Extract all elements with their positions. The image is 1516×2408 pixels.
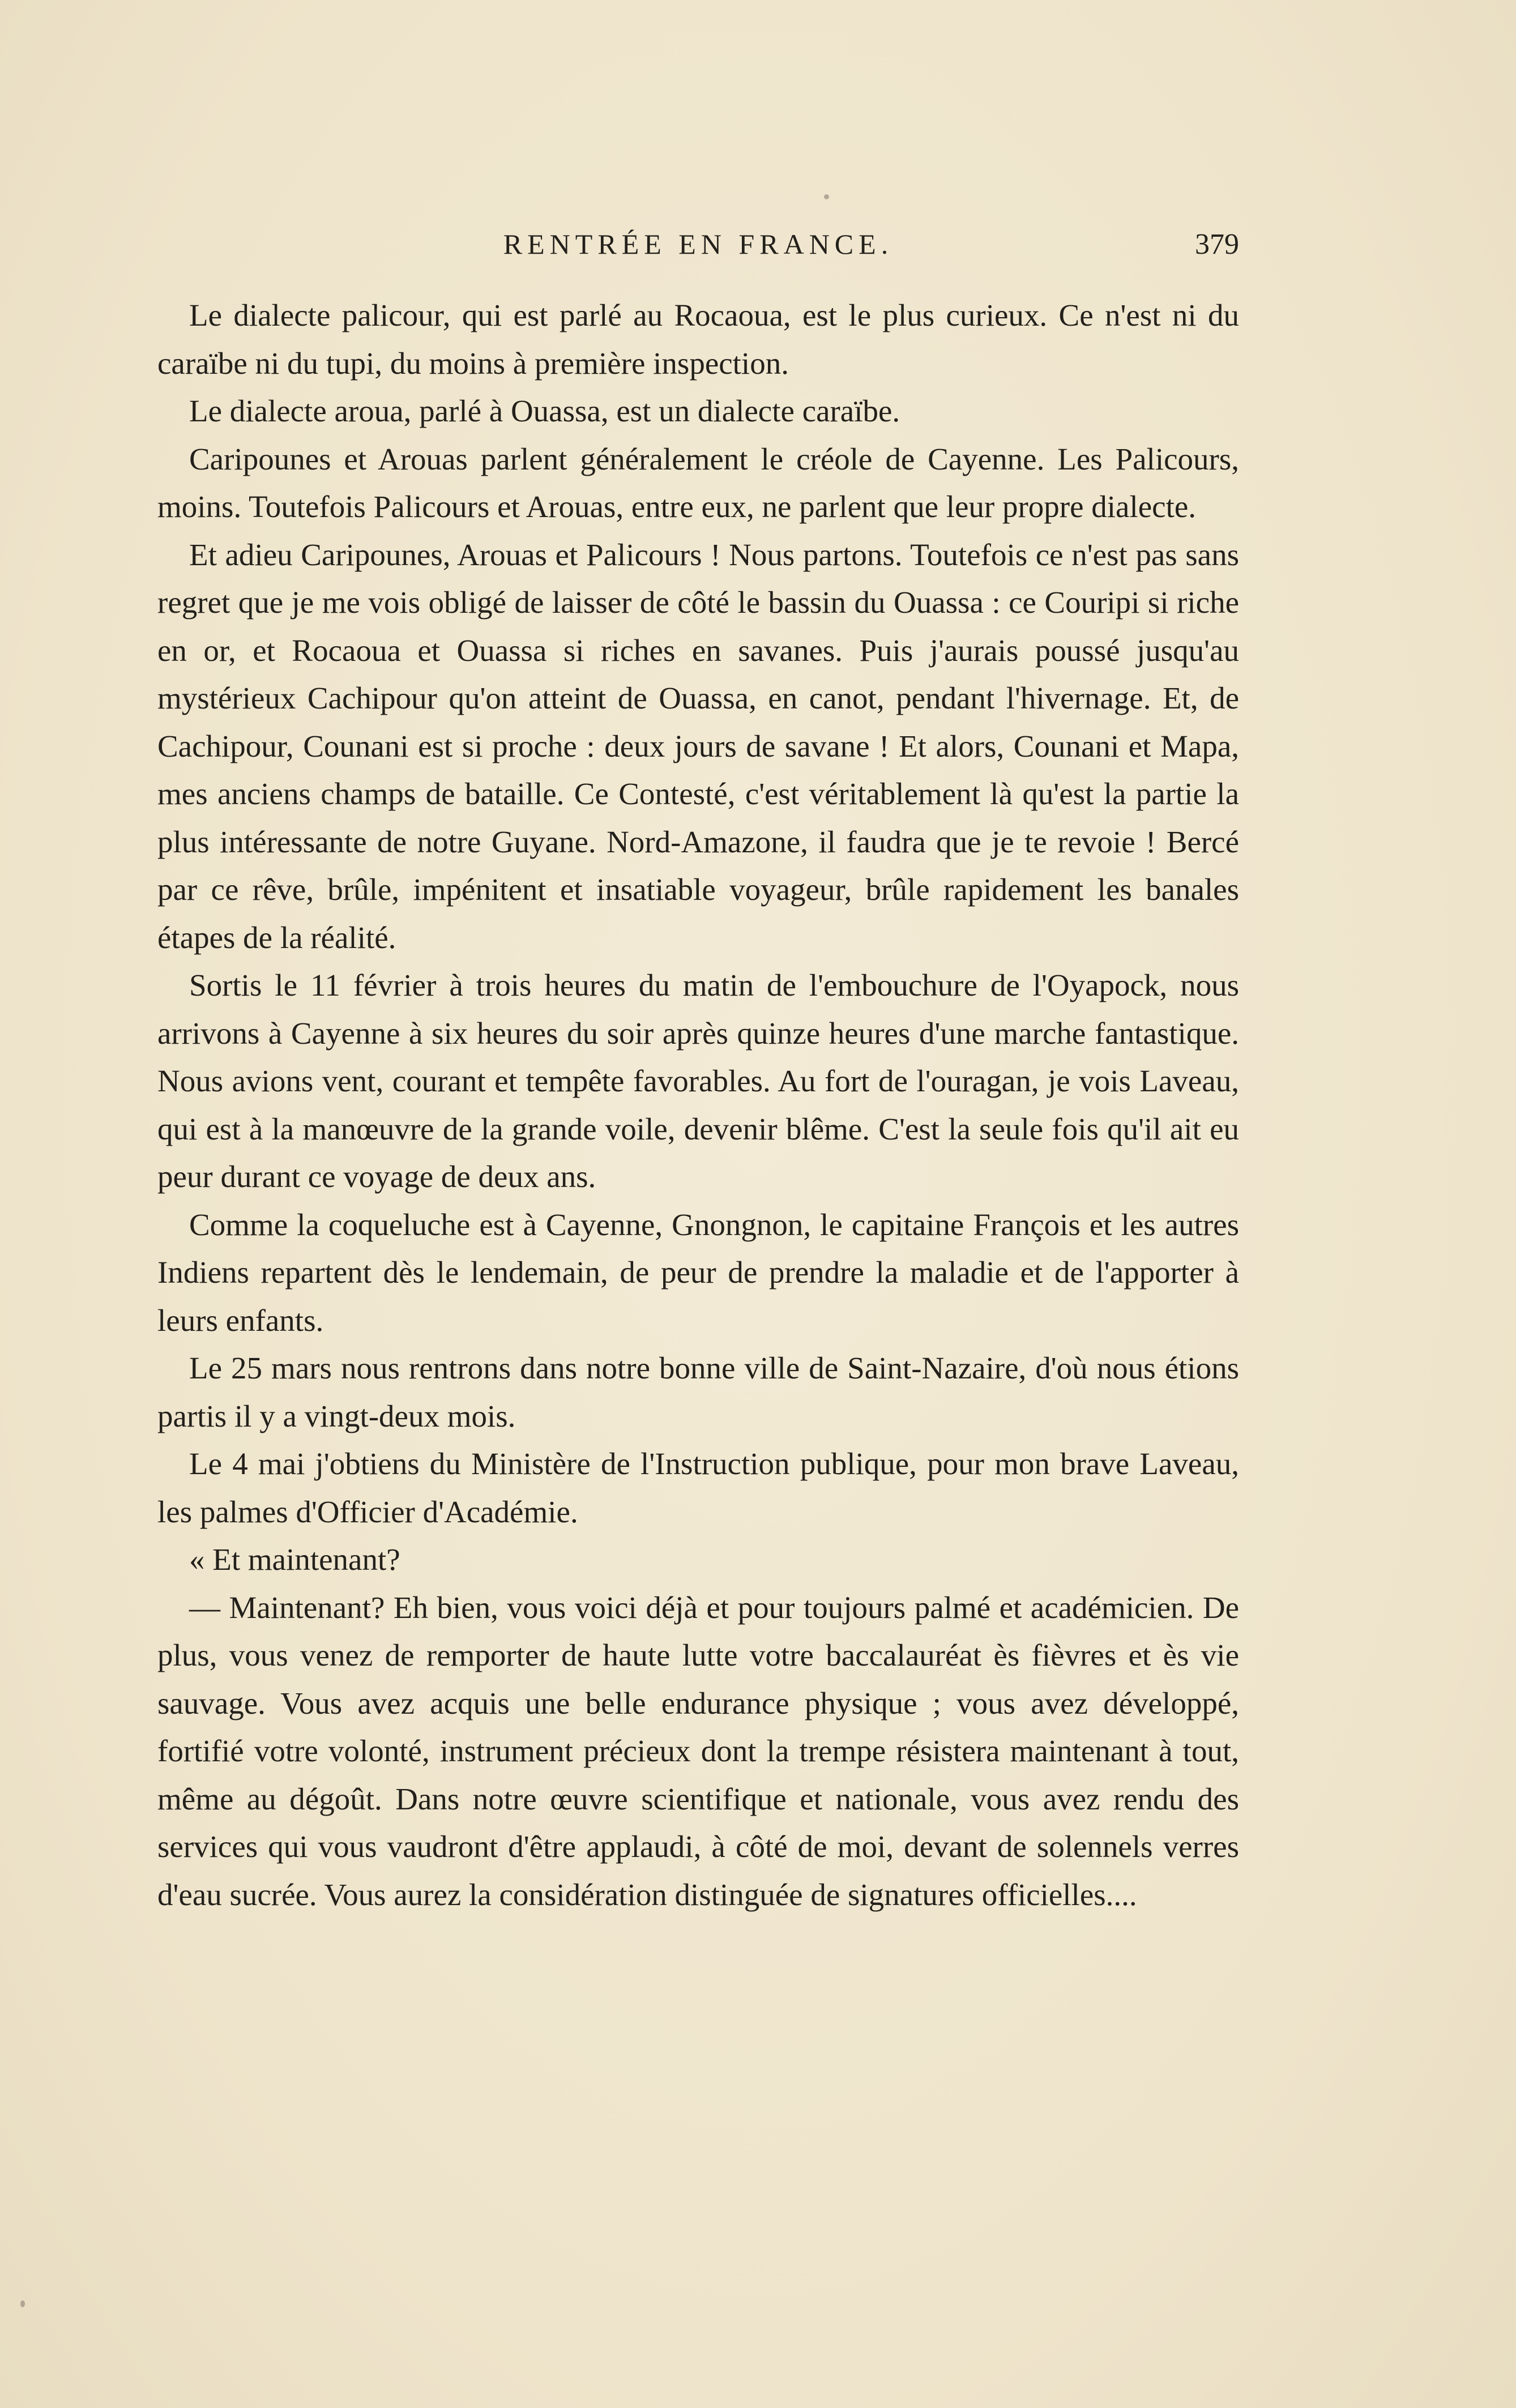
body-text [157,292,1239,1919]
paragraph: Le 25 mars nous rentrons dans notre bonne ville de Saint-Nazaire, d'où nous étions partis il y a vingt-deux mois. [157,1351,1239,1433]
running-title: RENTRÉE EN FRANCE. [503,228,894,260]
paragraph: Comme la coqueluche est à Cayenne, Gnongnon, le capitaine François et les autres Indiens repartent dès le lendemain, de peur de prendre la maladie et de l'apporter à leurs enfants. [157,1207,1239,1338]
paper-speck [824,194,829,199]
paragraph: Le dialecte aroua, parlé à Ouassa, est un dialecte caraïbe. [189,394,900,428]
paragraph: Caripounes et Arouas parlent généralement le créole de Cayenne. Les Palicours, moins. Toutefois Palicours et Arouas, entre eux, ne parlent que leur propre dialecte. [157,441,1239,524]
page-number: 379 [1195,228,1239,261]
paper-speck [20,2300,25,2307]
paragraph: — Maintenant? Eh bien, vous voici déjà et pour toujours palmé et académicien. De plus, vous venez de remporter de haute lutte votre baccalauréat ès fièvres et ès vie sauvage. Vous avez acquis une belle endurance physique ; vous avez développé, fortifié votre volonté, instrument précieux dont la trempe résistera maintenant à tout, même au dégoût. Dans notre œuvre scientifique et nationale, vous avez rendu des services qui vous vaudront d'être applaudi, à côté de moi, devant de solennels verres d'eau sucrée. Vous aurez la considération distinguée de signatures officielles.... [157,1590,1239,1912]
paragraph: Le 4 mai j'obtiens du Ministère de l'Instruction publique, pour mon brave Laveau, les palmes d'Officier d'Académie. [157,1446,1239,1529]
paragraph: Le dialecte palicour, qui est parlé au Rocaoua, est le plus curieux. Ce n'est ni du caraïbe ni du tupi, du moins à première inspection. [157,298,1239,381]
paragraph: Sortis le 11 février à trois heures du matin de l'embouchure de l'Oyapock, nous arrivons à Cayenne à six heures du soir après quinze heures d'une marche fantastique. Nous avions vent, courant et tempête favorables. Au fort de l'ouragan, je vois Laveau, qui est à la manœuvre de la grande voile, devenir blême. C'est la seule fois qu'il ait eu peur durant ce voyage de deux ans. [157,968,1239,1194]
paragraph: Et adieu Caripounes, Arouas et Palicours ! Nous partons. Toutefois ce n'est pas sans regret que je me vois obligé de laisser de côté le bassin du Ouassa : ce Couripi si riche en or, et Rocaoua et Ouassa si riches en savanes. Puis j'aurais poussé jusqu'au mystérieux Cachipour qu'on atteint de Ouassa, en canot, pendant l'hivernage. Et, de Cachipour, Counani est si proche : deux jours de savane ! Et alors, Counani et Mapa, mes anciens champs de bataille. Ce Contesté, c'est véritablement là qu'est la partie la plus intéressante de notre Guyane. Nord-Amazone, il faudra que je te revoie ! Bercé par ce rêve, brûle, impénitent et insatiable voyageur, brûle rapidement les banales étapes de la réalité. [157,537,1239,955]
paragraph: « Et maintenant? [189,1542,400,1577]
page-header [157,228,1239,273]
